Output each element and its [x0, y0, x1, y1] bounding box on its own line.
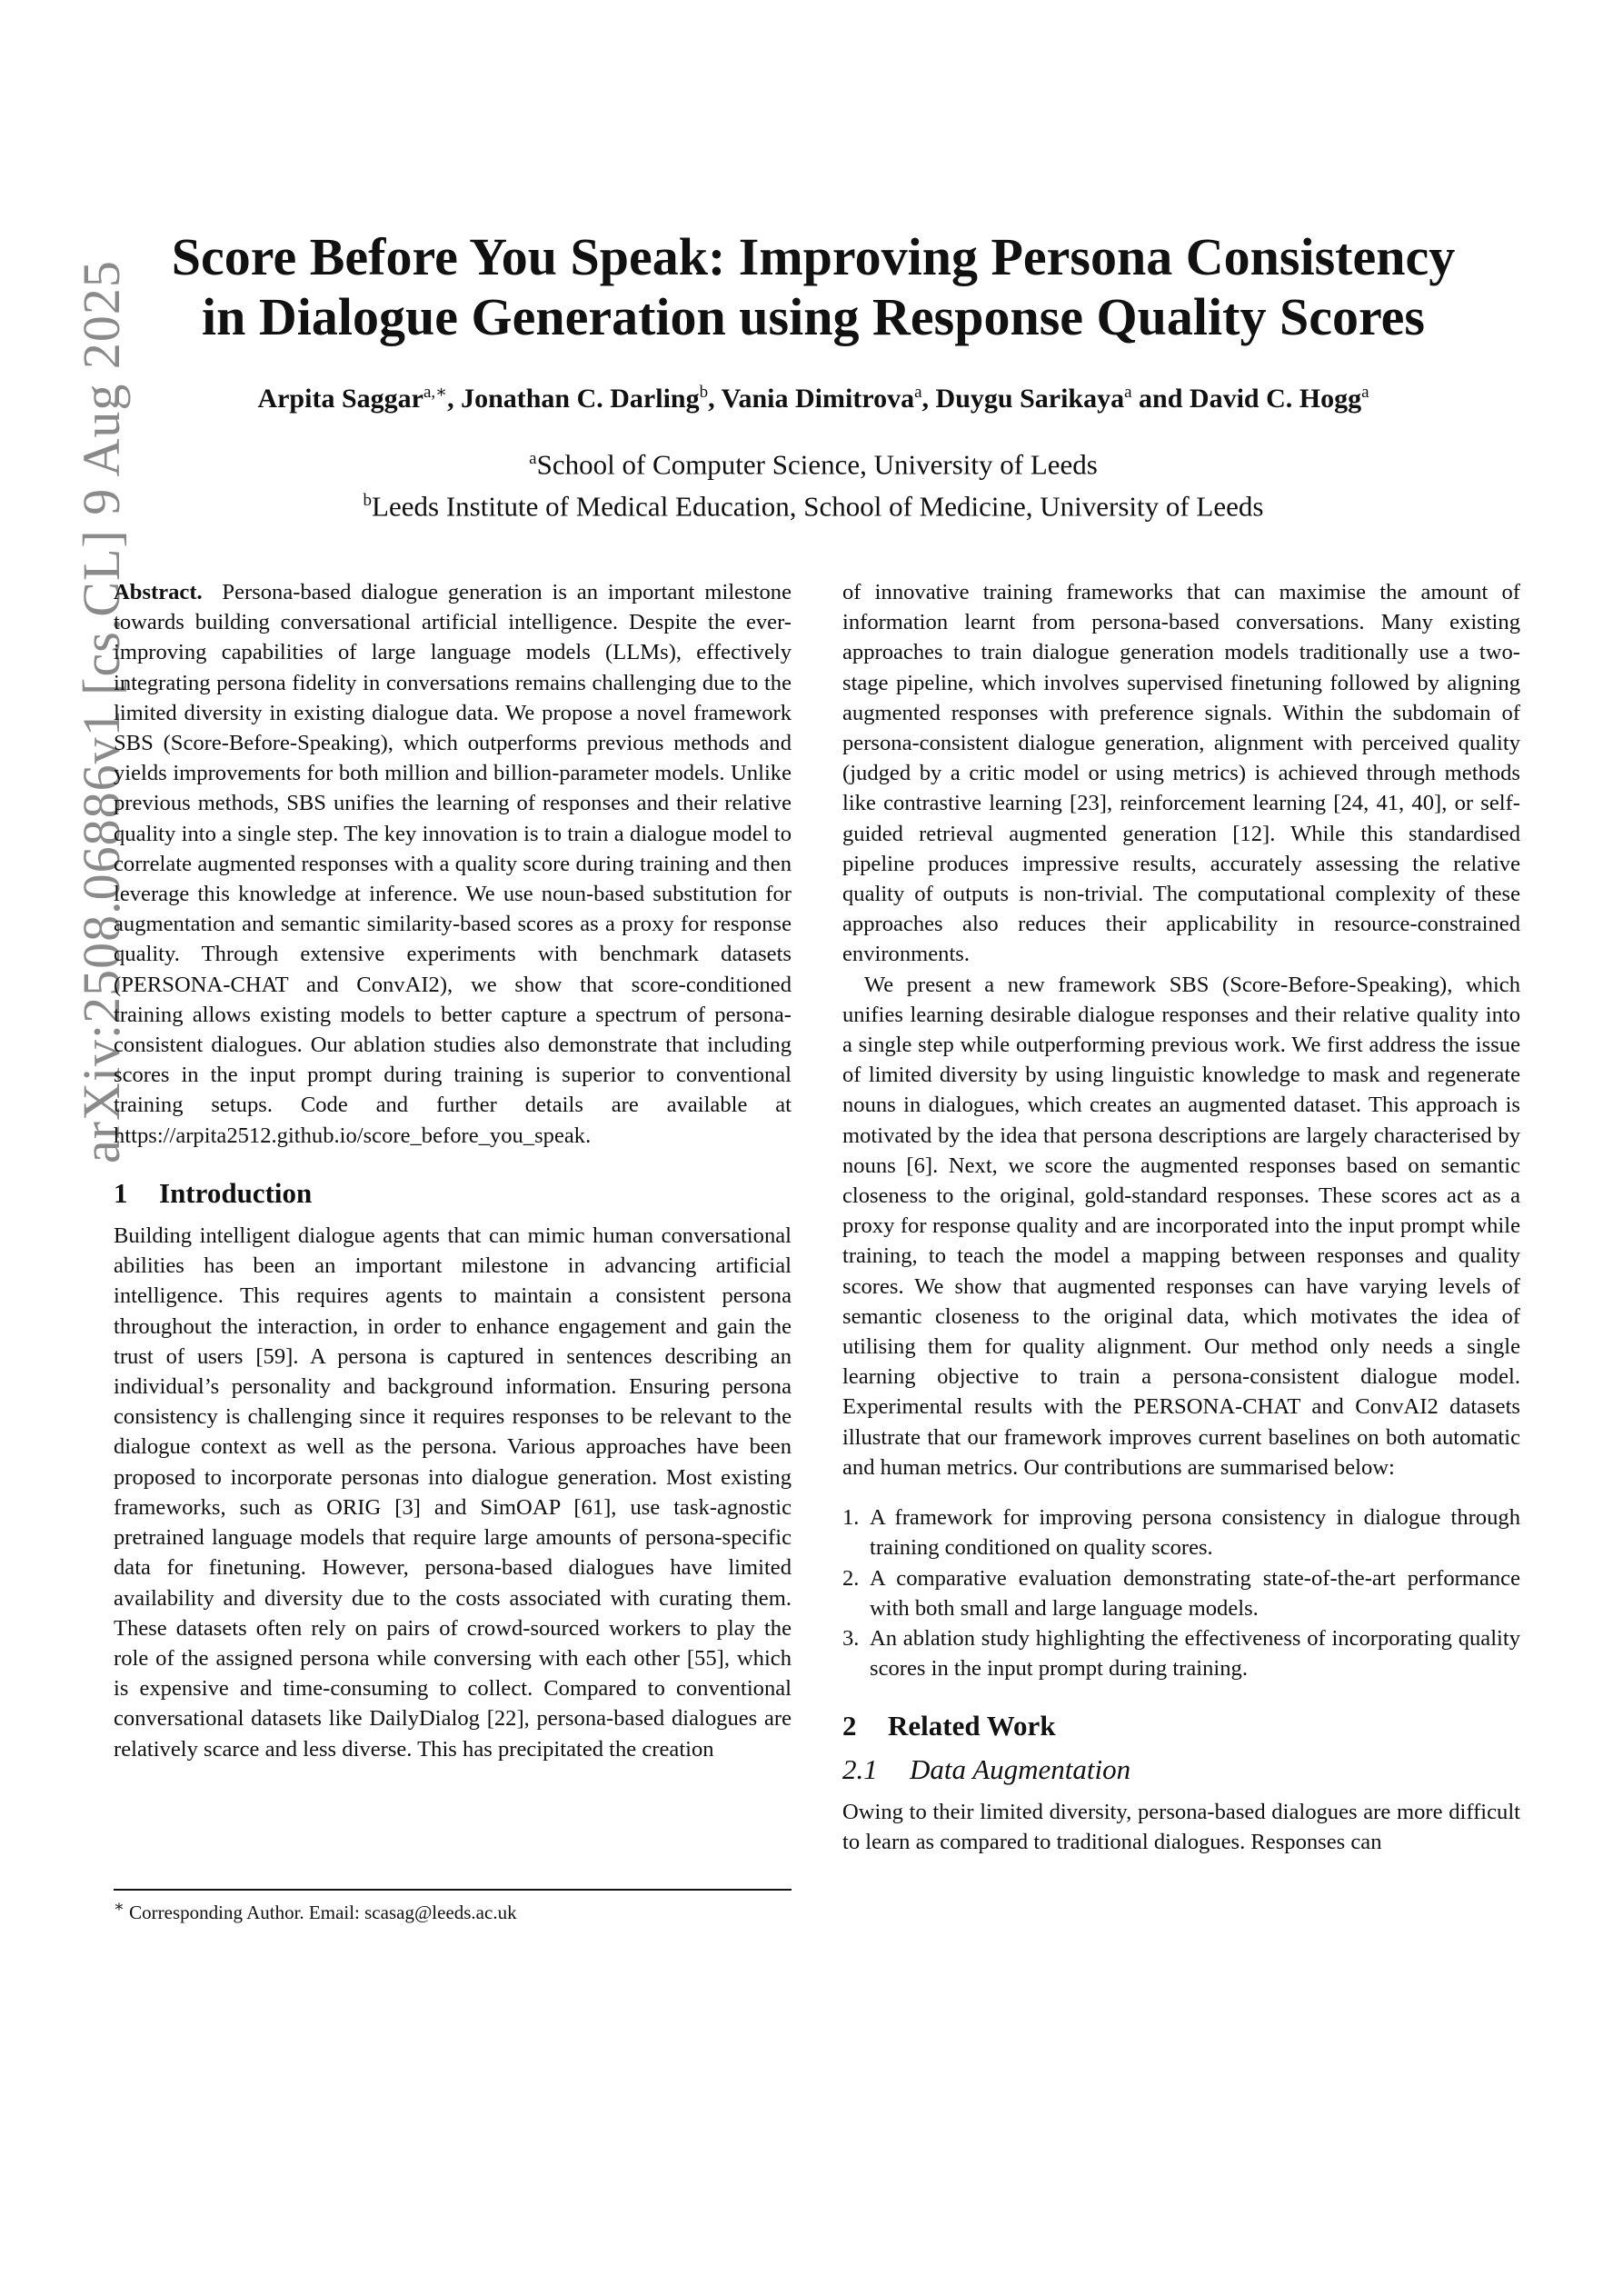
- arxiv-identifier: arXiv:2508.06886v1 [cs.CL] 9 Aug 2025: [72, 260, 131, 1163]
- title-line-1: Score Before You Speak: Improving Persona Consistency: [171, 227, 1456, 286]
- title-line-2: in Dialogue Generation using Response Quality Scores: [202, 287, 1425, 346]
- section-heading-introduction: [114, 1178, 792, 1208]
- footnote-text: Corresponding Author. Email: scasag@leeds.ac.uk: [129, 1902, 517, 1923]
- author-name: Vania Dimitrova: [721, 384, 915, 414]
- affiliation-mark: a: [529, 449, 537, 468]
- author-affil-mark: b: [699, 383, 709, 402]
- abstract-label: Abstract.: [114, 580, 203, 604]
- subsection-number: 2.1: [842, 1752, 878, 1785]
- author-name: Duygu Sarikaya: [935, 384, 1125, 414]
- affiliation-mark: b: [363, 491, 373, 511]
- section-title: Related Work: [888, 1710, 1056, 1742]
- affiliation-text: School of Computer Science, University of Leeds: [536, 448, 1098, 481]
- intro-paragraph: Building intelligent dialogue agents that can mimic human conversational abilities has been an important milestone in advancing artificial intelligence. This requires agents to maintain a consistent persona throughout the interaction, in order to enhance engagement and gain the trust of users [59]. A persona is captured in sentences describing an individual’s personality and background information. Ensuring persona consistency is challenging since it requires responses to be relevant to the dialogue context as well as the persona. Various approaches have been proposed to incorporate personas into dialogue generation. Most existing frameworks, such as ORIG [3] and SimOAP [61], use task-agnostic pretrained language models that require large amounts of persona-specific data for finetuning. However, persona-based dialogues have limited availability and diversity due to the costs associated with curating them. These datasets often rely on pairs of crowd-sourced workers to play the role of the assigned persona while conversing with each other [55], which is expensive and time-consuming to collect. Compared to conventional conversational datasets like DailyDialog [22], persona-based dialogues are relatively scarce and less diverse. This has precipitated the creation: [114, 1223, 792, 1762]
- author-affil-mark: a,∗: [423, 383, 448, 402]
- paper-title: [109, 227, 1518, 347]
- subsection-heading-data-augmentation: [842, 1754, 1520, 1784]
- list-item: [842, 1502, 1520, 1562]
- left-column: [114, 577, 792, 1764]
- list-item-text: An ablation study highlighting the effectiveness of incorporating quality scores in the input prompt during training.: [870, 1625, 1520, 1682]
- abstract-text: Persona-based dialogue generation is an important milestone towards building conversational artificial intelligence. Despite the ever-improving capabilities of large language models (LLMs), effectively integrating persona fidelity in conversations remains challenging due to the limited diversity in existing dialogue data. We propose a novel framework SBS (Score-Before-Speaking), which outperforms previous methods and yields improvements for both million and billion-parameter models. Unlike previous methods, SBS unifies the learning of responses and their relative quality into a single step. The key innovation is to train a dialogue model to correlate augmented responses with a quality score during training and then leverage this knowledge at inference. We use noun-based substitution for augmentation and semantic similarity-based scores as a proxy for response quality. Through extensive experiments with benchmark datasets (PERSONA-CHAT and ConvAI2), we show that score-conditioned training allows existing models to better capture a spectrum of persona-consistent dialogues. Our ablation studies also demonstrate that including scores in the input prompt during training is superior to conventional training setups. Code and further details are available at https://arpita2512.github.io/score_before_you_speak.: [114, 580, 792, 1148]
- author-name: Jonathan C. Darling: [461, 384, 700, 414]
- section-title: Introduction: [159, 1176, 313, 1209]
- author-separator: and: [1131, 384, 1190, 414]
- abstract-paragraph: [114, 577, 792, 1151]
- footnote-mark: ∗: [114, 1897, 124, 1915]
- list-item-text: A comparative evaluation demonstrating state-of-the-art performance with both small and large language models.: [870, 1565, 1520, 1621]
- author-name: David C. Hogg: [1189, 384, 1362, 414]
- section-number: 2: [842, 1710, 857, 1742]
- list-marker: 2.: [842, 1565, 860, 1591]
- affiliations: [109, 441, 1518, 525]
- list-item-text: A framework for improving persona consistency in dialogue through training conditioned on quality scores.: [870, 1505, 1520, 1561]
- list-marker: 3.: [842, 1625, 860, 1651]
- contributions-list: [842, 1502, 1520, 1683]
- intro-paragraph: We present a new framework SBS (Score-Before-Speaking), which unifies learning desirable dialogue responses and their relative quality into a single step while outperforming previous work. We first address the issue of limited diversity by using linguistic knowledge to mask and regenerate nouns in dialogues, which creates an augmented dataset. This approach is motivated by the idea that persona descriptions are largely characterised by nouns [6]. Next, we score the augmented responses based on semantic closeness to the original, gold-standard responses. These scores act as a proxy for response quality and are incorporated into the input prompt while training, to teach the model a mapping between responses and quality scores. We show that augmented responses can have varying levels of semantic closeness to the original data, which motivates the idea of utilising them for quality alignment. Our method only needs a single learning objective to train a persona-consistent dialogue model. Experimental results with the PERSONA-CHAT and ConvAI2 datasets illustrate that our framework improves current baselines on both automatic and human metrics. Our contributions are summarised below:: [842, 972, 1520, 1480]
- affiliation-text: Leeds Institute of Medical Education, School of Medicine, University of Leeds: [372, 490, 1264, 523]
- author-separator: ,: [708, 384, 722, 414]
- related-paragraph: Owing to their limited diversity, persona-based dialogues are more difficult to learn as compared to traditional dialogues. Responses can: [842, 1799, 1520, 1854]
- author-list: [109, 382, 1518, 414]
- author-affil-mark: a: [1361, 383, 1369, 402]
- list-marker: 1.: [842, 1505, 860, 1531]
- author-name: Arpita Saggar: [257, 384, 423, 414]
- author-separator: ,: [447, 384, 462, 414]
- author-affil-mark: a: [1124, 383, 1132, 402]
- right-column: [842, 577, 1520, 1857]
- section-number: 1: [114, 1176, 128, 1209]
- footnote: [114, 1897, 792, 1924]
- section-heading-related-work: [842, 1711, 1520, 1741]
- subsection-title: Data Augmentation: [910, 1752, 1131, 1785]
- list-item: [842, 1623, 1520, 1683]
- footnote-rule: [114, 1889, 792, 1891]
- author-affil-mark: a: [914, 383, 922, 402]
- author-separator: ,: [921, 384, 936, 414]
- list-item: [842, 1563, 1520, 1623]
- affiliation-line: [109, 441, 1518, 483]
- affiliation-line: [109, 483, 1518, 524]
- intro-paragraph-continued: of innovative training frameworks that can maximise the amount of information learnt from persona-based conversations. Many existing approaches to train dialogue generation models traditionally use a two-stage pipeline, which involves supervised finetuning followed by aligning augmented responses with preference signals. Within the subdomain of persona-consistent dialogue generation, alignment with perceived quality (judged by a critic model or using metrics) is achieved through methods like contrastive learning [23], reinforcement learning [24, 41, 40], or self-guided retrieval augmented generation [12]. While this standardised pipeline produces impressive results, accurately assessing the relative quality of outputs is non-trivial. The computational complexity of these approaches also reduces their applicability in resource-constrained environments.: [842, 580, 1520, 967]
